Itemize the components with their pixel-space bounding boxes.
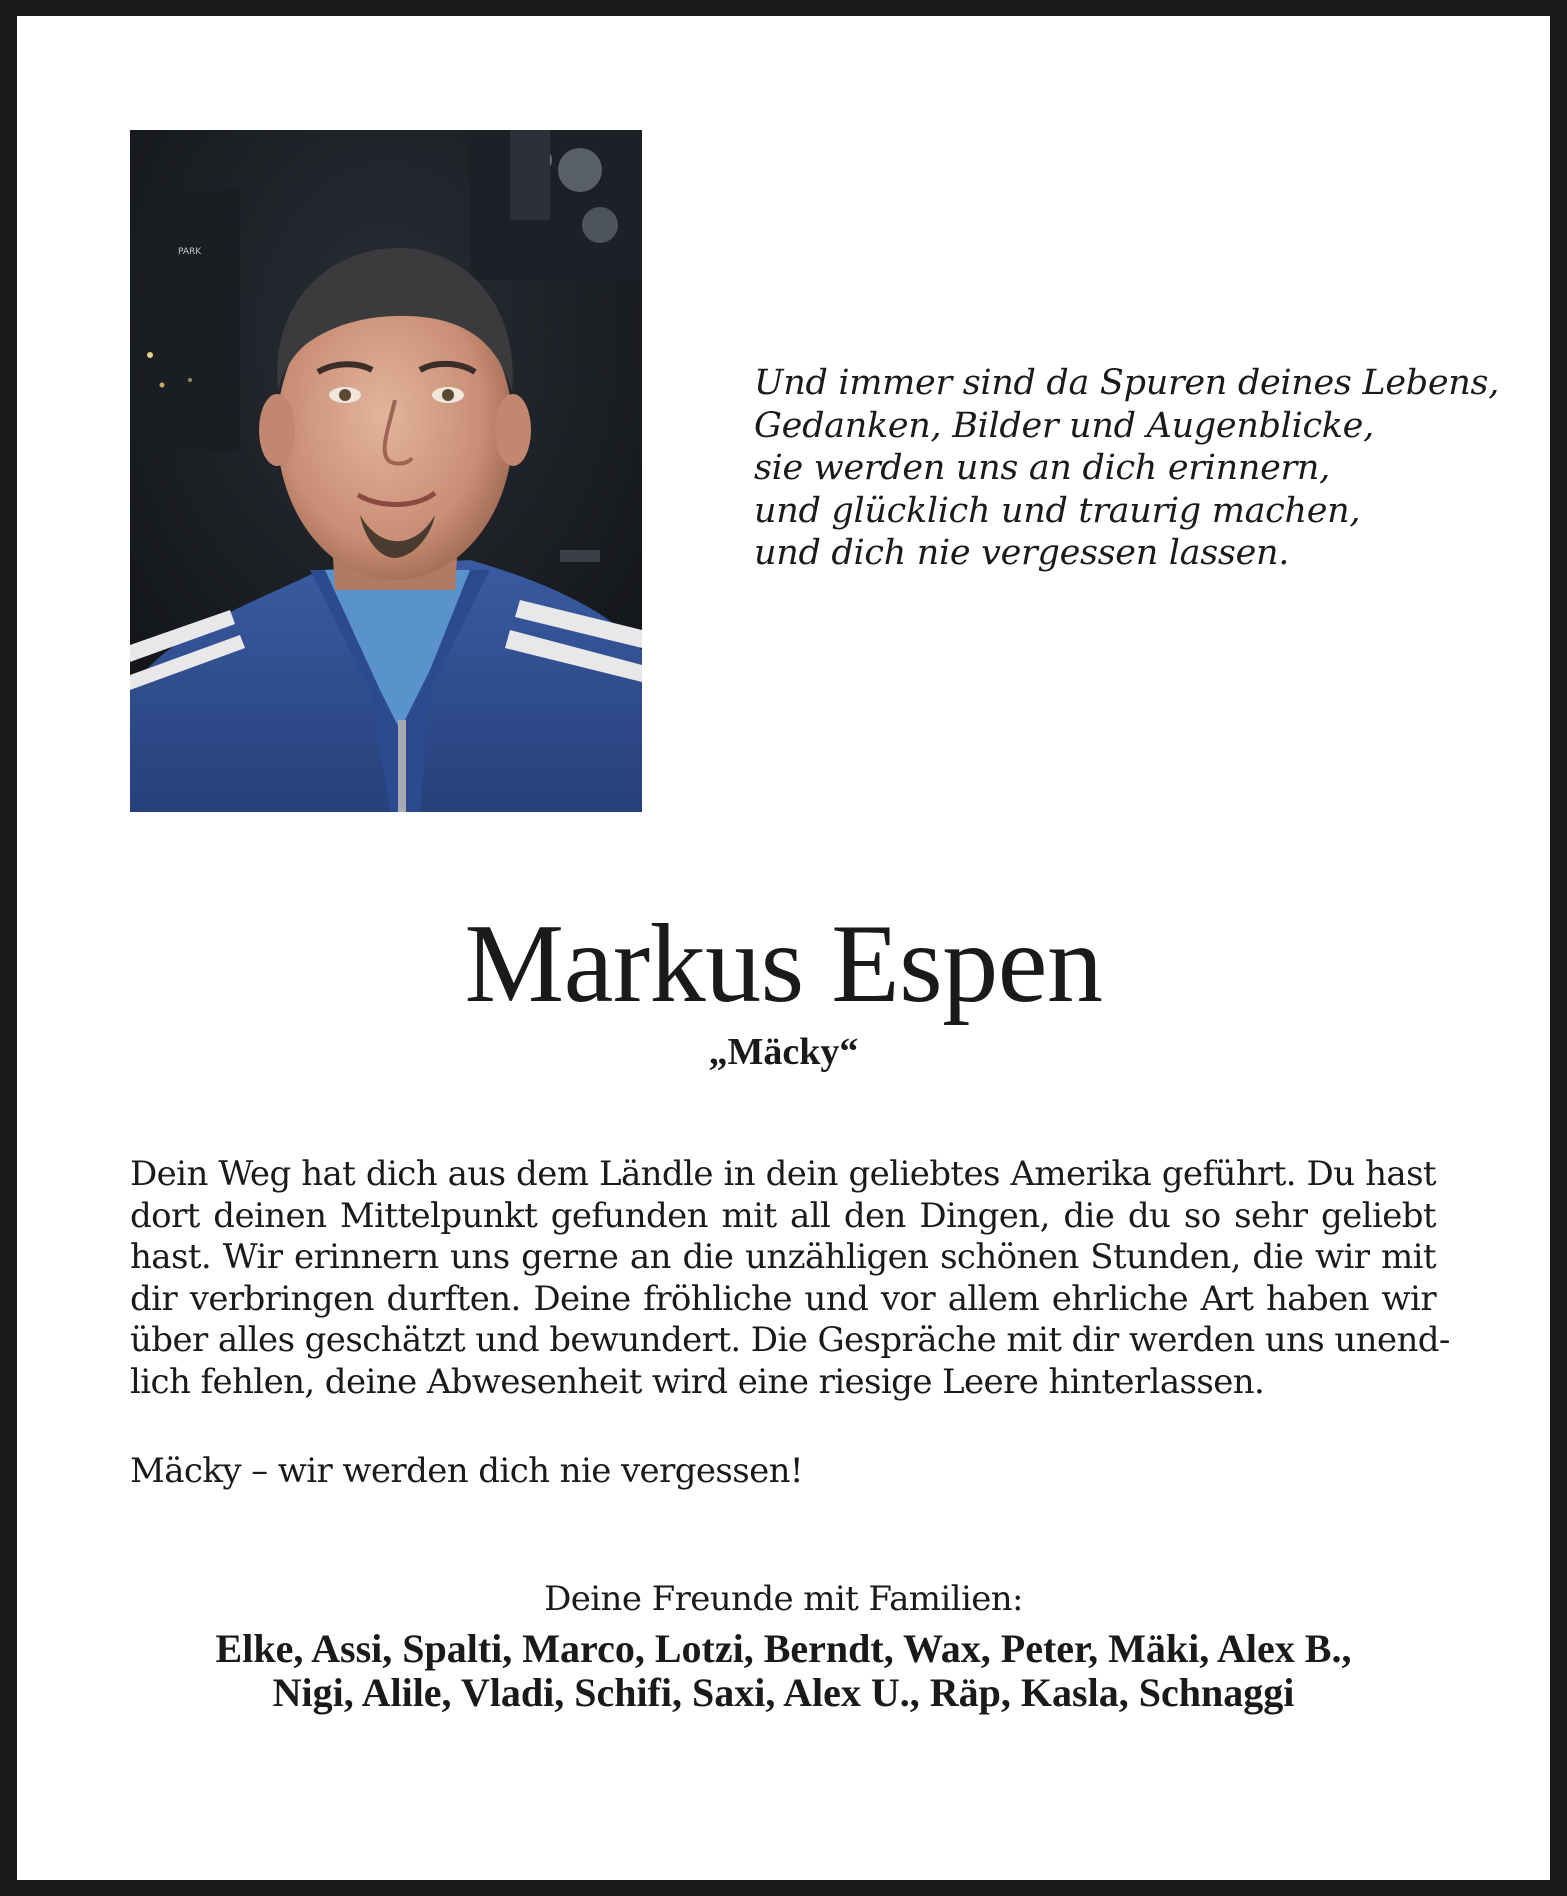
poem-line: sie werden uns an dich erinnern,	[754, 448, 1330, 488]
body-line: über alles geschätzt und bewundert. Die Gespräche mit dir werden uns unend-	[130, 1320, 1450, 1360]
body-line: lich fehlen, deine Abwesenheit wird eine riesige Leere hinterlassen.	[130, 1361, 1265, 1402]
poem-line: Gedanken, Bilder und Augenblicke,	[754, 405, 1374, 446]
poem-line: Und immer sind da Spuren deines Lebens,	[754, 363, 1500, 403]
poem-line: und dich nie vergessen lassen.	[754, 533, 1290, 573]
body-line: hast. Wir erinnern uns gerne an die unzähligen schönen Stunden, die wir mit	[130, 1237, 1436, 1277]
body-line: dort deinen Mittelpunkt gefunden mit all den Dingen, die du so sehr geliebt	[130, 1195, 1436, 1236]
deceased-nickname: „Mäcky“	[708, 1031, 859, 1073]
deceased-name: Markus Espen	[464, 902, 1103, 1026]
sign-text: PARK	[178, 247, 202, 257]
memorial-text	[130, 1154, 1450, 1403]
body-line: Dein Weg hat dich aus dem Ländle in dein geliebtes Amerika geführt. Du hast	[130, 1154, 1436, 1194]
closing-line: Mäcky – wir werden dich nie vergessen!	[130, 1451, 803, 1491]
memorial-poem	[754, 362, 1500, 575]
body-line: dir verbringen durften. Deine fröhliche und vor allem ehrliche Art haben wir	[130, 1278, 1436, 1319]
friends-names	[0, 1627, 1567, 1715]
friends-line: Nigi, Alile, Vladi, Schifi, Saxi, Alex U., Räp, Kasla, Schnaggi	[272, 1670, 1295, 1715]
friends-line: Elke, Assi, Spalti, Marco, Lotzi, Berndt, Wax, Peter, Mäki, Alex B.,	[215, 1626, 1352, 1671]
friends-intro: Deine Freunde mit Familien:	[544, 1579, 1023, 1619]
portrait-photo	[130, 130, 642, 812]
poem-line: und glücklich und traurig machen,	[754, 490, 1361, 531]
